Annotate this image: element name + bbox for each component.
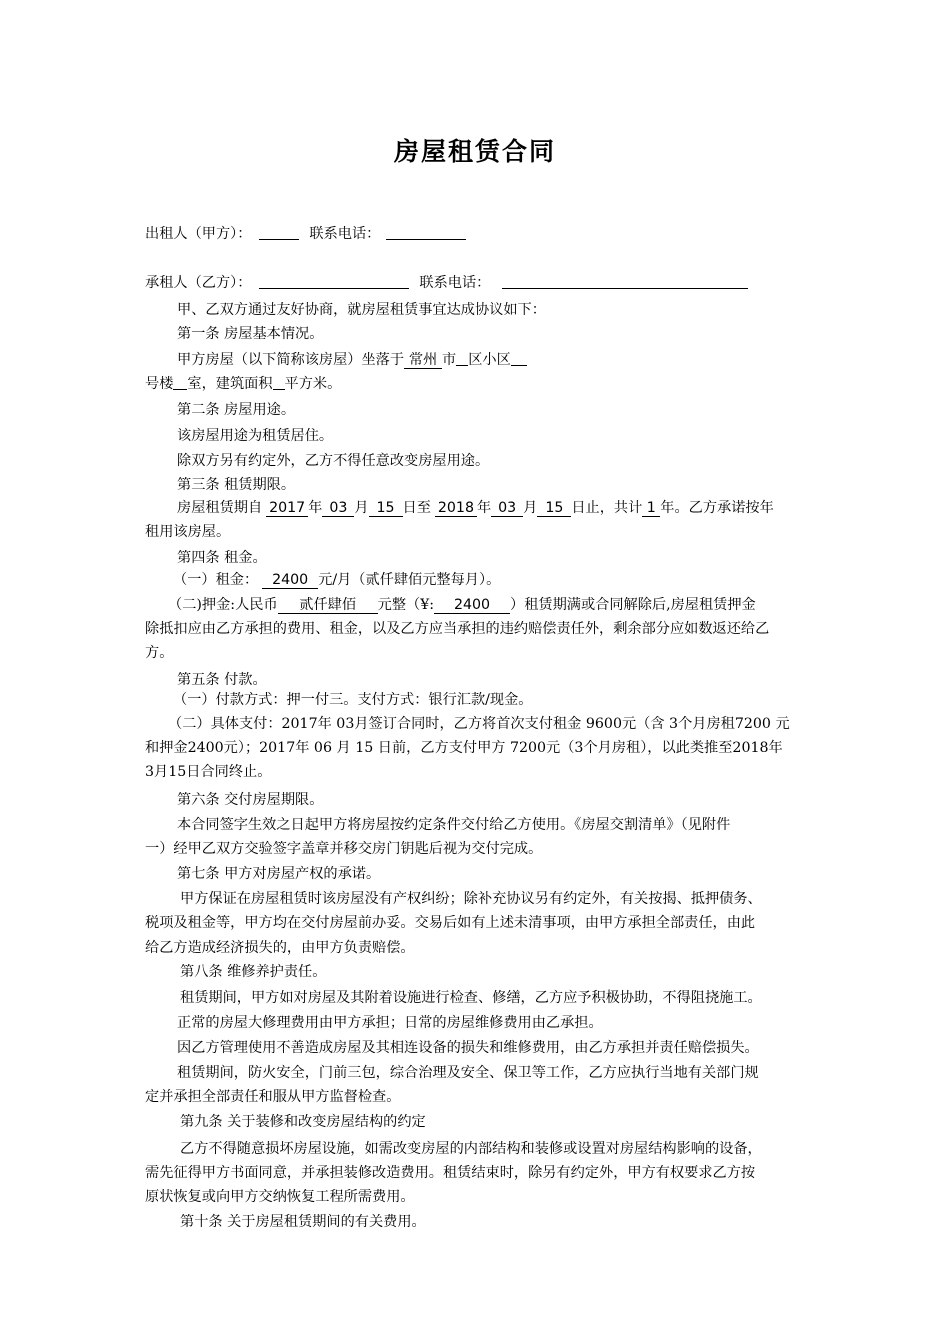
room-blank [173,375,187,390]
rent-label: （一）租金： [173,572,259,588]
lessee-label: 承租人（乙方）： [145,275,252,291]
to-text: 日至 [402,500,431,516]
total-years: 1 [642,500,660,517]
art6-line1: 本合同签字生效之日起甲方将房屋按约定条件交付给乙方使用。《房屋交割清单》（见附件 [177,817,731,833]
deposit-line [168,595,756,615]
lessor-line [145,224,466,244]
lessor-phone-label: 联系电话： [309,226,381,242]
end-year: 2018 [435,500,477,517]
payment-detail3: 3月15日合同终止。 [145,764,272,780]
art1-line2 [145,374,341,394]
lessee-name-blank [259,274,409,289]
lessor-name-blank [259,225,299,240]
rent-line [173,570,500,590]
community-text: 区小区 [468,352,511,368]
lease-period-text: 房屋租赁期自 [177,500,263,516]
rent-unit: 元/月（贰仟肆佰元整每月）。 [318,572,501,588]
art2-heading: 第二条 房屋用途。 [177,402,296,418]
area-text: 室，建筑面积 [187,376,273,392]
art6-line2: 一）经甲乙双方交验签字盖章并移交房门钥匙后视为交付完成。 [145,841,543,857]
year-char: 年 [476,500,492,516]
art9-line3: 原状恢复或向甲方交纳恢复工程所需费用。 [145,1189,415,1205]
start-year: 2017 [266,500,308,517]
art8-line2: 正常的房屋大修理费用由甲方承担；日常的房屋维修费用由乙承担。 [177,1015,603,1031]
art3-line2: 租用该房屋。 [145,524,231,540]
year-char: 年 [308,500,323,516]
art3-line1 [177,498,774,518]
art1-line1 [177,350,527,370]
deposit-label: （二)押金:人民币 [168,597,278,613]
community-blank [511,351,527,366]
lessor-label: 出租人（甲方）： [145,226,252,242]
location-text: 甲方房屋（以下简称该房屋）坐落于 [177,352,405,368]
end-day: 15 [537,500,571,517]
month-char: 月 [523,500,538,516]
area-blank [273,375,285,390]
art5-heading: 第五条 付款。 [177,672,267,688]
end-month: 03 [491,500,523,517]
lessee-phone-blank [502,274,748,289]
payment-detail1: （二）具体支付：2017年 03月签订合同时，乙方将首次支付租金 9600元（含 3个月房租7200 元 [168,716,790,732]
rent-value: 2400 [262,572,318,589]
art2-line1: 该房屋用途为租赁居住。 [177,428,334,444]
payment-method: （一）付款方式：押一付三。支付方式：银行汇款/现金。 [173,692,533,708]
art9-heading: 第九条 关于装修和改变房屋结构的约定 [180,1114,426,1130]
intro-line: 甲、乙双方通过友好协商，就房屋租赁事宜达成协议如下： [177,302,546,318]
city-suffix: 市 [442,352,457,368]
art8-line3: 因乙方管理使用不善造成房屋及其相连设备的损失和维修费用，由乙方承担并责任赔偿损失。 [177,1040,759,1056]
end-text: 日止，共计 [571,500,643,516]
art3-heading: 第三条 租赁期限。 [177,477,296,493]
district-blank [456,351,468,366]
art9-line1: 乙方不得随意损坏房屋设施，如需改变房屋的内部结构和装修或设置对房屋结构影响的设备， [180,1141,762,1157]
art7-line1: 甲方保证在房屋租赁时该房屋没有产权纠纷；除补充协议另有约定外，有关按揭、抵押债务、 [180,891,762,907]
area-unit: 平方米。 [284,376,342,392]
lessee-phone-label: 联系电话： [419,275,491,291]
art9-line2: 需先征得甲方书面同意，并承担装修改造费用。租赁结束时，除另有约定外，甲方有权要求乙方按 [145,1165,756,1181]
start-day: 15 [369,500,403,517]
start-month: 03 [322,500,354,517]
city-value: 常州 [404,352,442,369]
month-char: 月 [354,500,369,516]
art8-line4: 租赁期间，防火安全，门前三包，综合治理及安全、保卫等工作，乙方应执行当地有关部门规 [177,1065,759,1081]
deposit-line3: 方。 [145,645,174,661]
art8-line1: 租赁期间，甲方如对房屋及其附着设施进行检查、修缮，乙方应予积极协助，不得阻挠施工。 [180,990,762,1006]
deposit-value: 2400 [434,597,510,614]
lessor-phone-blank [386,225,466,240]
art7-line2: 税项及租金等，甲方均在交付房屋前办妥。交易后如有上述未清事项，由甲方承担全部责任，由此 [145,915,756,931]
art10-heading: 第十条 关于房屋租赁期间的有关费用。 [180,1214,426,1230]
art7-line3: 给乙方造成经济损失的，由甲方负责赔偿。 [145,940,415,956]
lessee-line [145,273,748,293]
art1-heading: 第一条 房屋基本情况。 [177,326,324,342]
art7-heading: 第七条 甲方对房屋产权的承诺。 [177,866,381,882]
payment-detail2: 和押金2400元）；2017年 06 月 15 日前，乙方支付甲方 7200元（3个月房租），以此类推至2018年 [145,740,783,756]
art2-line2: 除双方另有约定外，乙方不得任意改变房屋用途。 [177,453,490,469]
deposit-cn-value: 贰仟肆佰 [278,597,378,614]
building-text: 号楼 [145,376,174,392]
art8-heading: 第八条 维修养护责任。 [180,964,327,980]
deposit-yuan: 元整（¥: [377,597,435,613]
lease-tail: 年。乙方承诺按年 [660,500,774,516]
deposit-line2: 除抵扣应由乙方承担的费用、租金，以及乙方应当承担的违约赔偿责任外，剩余部分应如数返还给乙 [145,621,770,637]
document-title: 房屋租赁合同 [393,137,556,166]
art8-line5: 定并承担全部责任和服从甲方监督检查。 [145,1089,401,1105]
deposit-text: ）租赁期满或合同解除后,房屋租赁押金 [510,597,756,613]
art6-heading: 第六条 交付房屋期限。 [177,792,324,808]
art4-heading: 第四条 租金。 [177,550,267,566]
